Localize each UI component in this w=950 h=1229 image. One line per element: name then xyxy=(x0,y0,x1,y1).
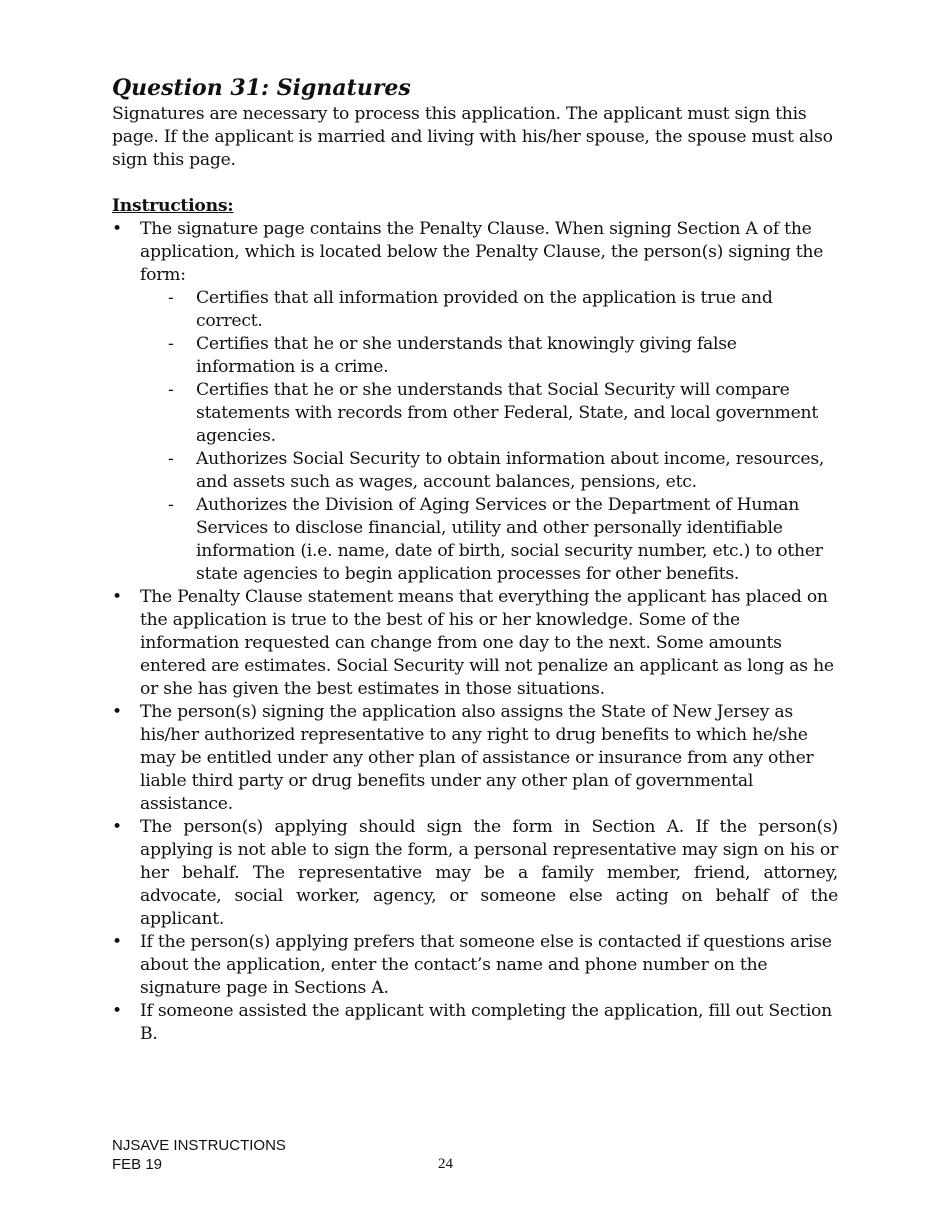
document-page xyxy=(112,74,838,1046)
sub-item: - Authorizes Social Security to obtain information about income, resources, and assets such as wages, account balances, pensions, etc. xyxy=(140,448,838,494)
bullet-item: • If the person(s) applying prefers that someone else is contacted if questions arise about the application, enter the contact’s name and phone number on the signature page in Sections A. xyxy=(112,931,838,1000)
sub-list xyxy=(140,287,838,586)
bullet-item: • If someone assisted the applicant with completing the application, fill out Section B. xyxy=(112,1000,838,1046)
page-title: Question 31: Signatures xyxy=(112,75,411,101)
sub-item: - Certifies that he or she understands that knowingly giving false information is a crime. xyxy=(140,333,838,379)
page-number: 24 xyxy=(438,1156,453,1172)
bullet-item: • The Penalty Clause statement means that everything the applicant has placed on the application is true to the best of his or her knowledge. Some of the information requested can change from one day to the next. Some amounts entered are estimates. Social Security will not penalize an applicant as long as he or she has given the best estimates in those situations. xyxy=(112,586,838,701)
bullet-item xyxy=(112,218,838,586)
bullet-item: • The person(s) signing the application also assigns the State of New Jersey as his/her authorized representative to any right to drug benefits to which he/she may be entitled under any other plan of assistance or insurance from any other liable third party or drug benefits under any other plan of governmental assistance. xyxy=(112,701,838,816)
sub-item: - Certifies that he or she understands that Social Security will compare statements with records from other Federal, State, and local government agencies. xyxy=(140,379,838,448)
intro-paragraph: Signatures are necessary to process this application. The applicant must sign this page. If the applicant is married and living with his/her spouse, the spouse must also sign this page. xyxy=(112,104,833,170)
footer xyxy=(112,1136,286,1174)
bullet-item: • The person(s) applying should sign the form in Section A. If the person(s) applying is not able to sign the form, a personal representative may sign on his or her behalf. The representative may be a family member, friend, attorney, advocate, social worker, agency, or someone else acting on behalf of the applicant. xyxy=(112,816,838,931)
sub-item: - Certifies that all information provided on the application is true and correct. xyxy=(140,287,838,333)
instructions-list xyxy=(112,218,838,1046)
sub-item: - Authorizes the Division of Aging Services or the Department of Human Services to disclose financial, utility and other personally identifiable information (i.e. name, date of birth, social security number, etc.) to other state agencies to begin application processes for other benefits. xyxy=(140,494,838,586)
footer-date: FEB 19 xyxy=(112,1156,163,1173)
footer-title: NJSAVE INSTRUCTIONS xyxy=(112,1137,286,1154)
bullet-text: The signature page contains the Penalty Clause. When signing Section A of the application, which is located below the Penalty Clause, the person(s) signing the form: xyxy=(140,219,824,285)
instructions-heading: Instructions: xyxy=(112,196,234,216)
